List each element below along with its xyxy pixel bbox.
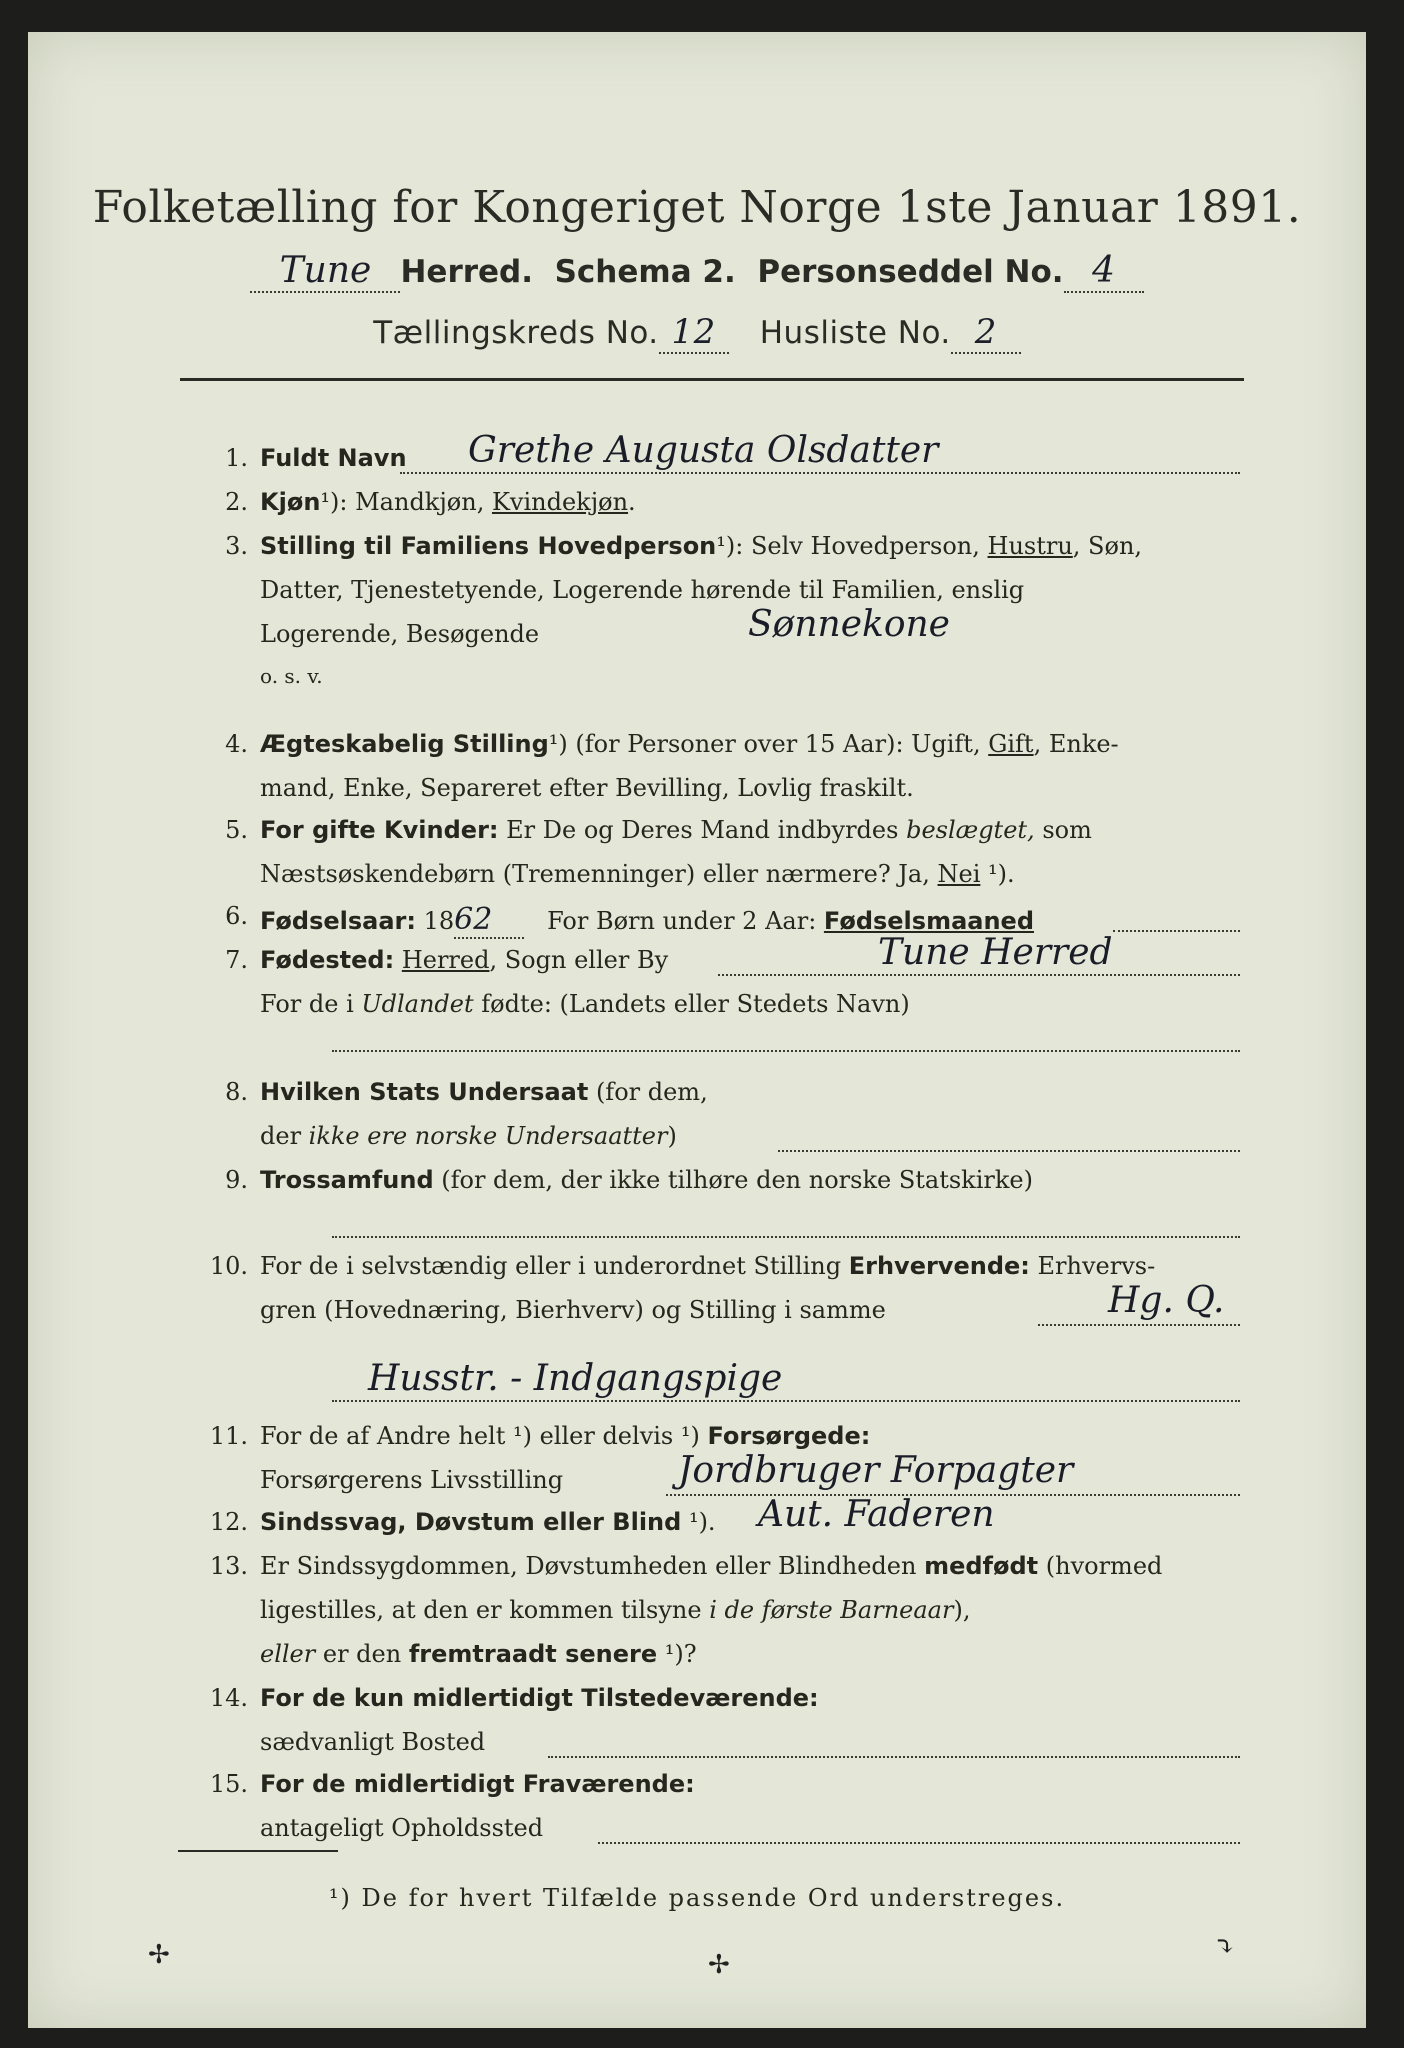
- question-number: 12.: [209, 1508, 248, 1536]
- question-number: 5.: [225, 816, 248, 844]
- question-number: 13.: [209, 1552, 248, 1580]
- question-number: 14.: [209, 1684, 248, 1712]
- question-label: Kjøn: [260, 488, 321, 516]
- corner-mark-icon: ✢: [708, 1950, 730, 1980]
- answer-disability-note: Aut. Faderen: [758, 1494, 995, 1535]
- answer-line: [778, 1150, 1240, 1152]
- selected-option-hustru: Hustru: [987, 532, 1073, 560]
- herred-label: Herred.: [400, 254, 534, 290]
- selected-option-nei: Nei: [937, 860, 981, 888]
- question-label: Stilling til Familiens Hovedperson: [260, 532, 717, 560]
- corner-mark-icon: ⤵: [1214, 1932, 1236, 1962]
- answer-birth-year: 62: [454, 902, 524, 939]
- personseddel-handwritten: 4: [1064, 250, 1144, 293]
- question-number: 9.: [225, 1166, 248, 1194]
- question-label: Fødselsaar:: [260, 907, 416, 935]
- taellingskreds-label: Tællingskreds No.: [373, 315, 659, 351]
- answer-full-name: Grethe Augusta Olsdatter: [468, 430, 939, 471]
- question-number: 2.: [225, 488, 248, 516]
- corner-mark-icon: ✢: [148, 1940, 170, 1970]
- form-subheader-herred: [28, 250, 1366, 293]
- form-title: Folketælling for Kongeriget Norge 1ste Januar 1891.: [92, 182, 1302, 233]
- footnote-rule: [178, 1850, 338, 1852]
- question-number: 1.: [225, 444, 248, 472]
- answer-margin-note: Hg. Q.: [1108, 1280, 1225, 1321]
- answer-line: [718, 974, 1240, 976]
- question-label: Forsørgede:: [707, 1422, 871, 1450]
- header-rule: [180, 378, 1244, 381]
- answer-line: [548, 1756, 1240, 1758]
- question-number: 7.: [225, 946, 248, 974]
- selected-option-kvindekjon: Kvindekjøn: [491, 488, 629, 516]
- taellingskreds-handwritten: 12: [659, 312, 729, 354]
- census-form-sheet: Folketælling for Kongeriget Norge 1ste Januar 1891. Tune Herred. Schema 2. Personseddel No. 4 Tællingskreds No. 12 Husliste No. 2 1. Fuldt Navn Grethe Augusta Olsdatter 2. Kjøn¹): Mandkjøn, Kvindekjøn. 3. Stilling til Familiens Hovedperson¹): Selv Hovedperson, Hustru, Søn, Datter, Tjenestetyende, Logerende hørende til Familien, enslig Logerende, Besøgende o. s. v. Sønnekone 4. Ægteskabelig Stilling¹) (for Personer over 15 Aar): Ugift, Gift, Enke- mand, Enke, Separeret efter Bevilling, Lovlig fraskilt. 5. For gifte Kvinder: Er De og Deres Mand indbyrdes beslægtet, som Næstsøskendebørn (Tremenninger) eller nærmere? Ja, Nei ¹). 6. Fødselsaar: 1862 For Børn under 2 Aar: Fødselsmaaned 7. Fødested: Herred, Sogn eller By Tune Herred For de i Udlandet fødte: (Landets eller Stedets Navn) 8. Hvilken Stats Undersaat (for dem, der ikke ere norske Undersaatter) 9. Trossamfund (for dem, der ikke tilhøre den norske Statskirke) 10. For de i selvstændig eller i underordnet Stilling Erhvervende: Erhvervs- gren (Hovednæring, Bierhverv) og Stilling i samme Hg. Q. Husstr. - Indgangspige 11. For de af Andre helt ¹) eller delvis ¹) Forsørgede: Forsørgerens Livsstilling Jordbruger Forpagter 12. Sindssvag, Døvstum eller Blind ¹). Aut. Faderen 13. Er Sindssygdommen, Døvstumheden eller Blindheden medfødt (hvormed ligestilles, at den er kommen tilsyne i de første Barneaar), eller er den fremtraadt senere ¹)? 14. For de kun midlertidigt Tilstedeværende: sædvanligt Bosted 15. For de midlertidigt Fraværende: antageligt Opholdssted ¹) De for hvert Tilfælde passende Ord understreges. ✢ ✢ ⤵: [28, 32, 1366, 2028]
- question-label: medfødt: [924, 1552, 1039, 1580]
- answer-birthplace: Tune Herred: [878, 932, 1113, 973]
- answer-line: [1038, 1324, 1240, 1326]
- answer-occupation: Husstr. - Indgangspige: [368, 1358, 783, 1399]
- question-label: Erhvervende:: [848, 1252, 1030, 1280]
- question-label: For de midlertidigt Fraværende:: [260, 1770, 695, 1798]
- question-number: 10.: [209, 1252, 248, 1280]
- answer-line: [400, 472, 1240, 474]
- herred-handwritten: Tune: [250, 250, 400, 293]
- husliste-handwritten: 2: [951, 312, 1021, 354]
- question-label: Hvilken Stats Undersaat: [260, 1078, 589, 1106]
- question-number: 11.: [209, 1422, 248, 1450]
- answer-line: [332, 1050, 1240, 1052]
- question-label: Fuldt Navn: [260, 444, 407, 472]
- question-label: Ægteskabelig Stilling: [260, 730, 549, 758]
- answer-family-position: Sønnekone: [748, 604, 950, 645]
- question-label: Fødested:: [260, 946, 395, 974]
- question-label: Trossamfund: [260, 1166, 434, 1194]
- question-label: For gifte Kvinder:: [260, 816, 499, 844]
- answer-line: [332, 1236, 1240, 1238]
- question-number: 8.: [225, 1078, 248, 1106]
- form-subheader-kreds: [28, 312, 1366, 354]
- question-number: 6.: [225, 902, 248, 930]
- answer-line: [332, 1400, 1240, 1402]
- personseddel-label: Personseddel No.: [757, 254, 1064, 290]
- question-label: Sindssvag, Døvstum eller Blind: [260, 1508, 682, 1536]
- selected-option-herred: Herred: [401, 946, 490, 974]
- question-label: For de kun midlertidigt Tilstedeværende:: [260, 1684, 819, 1712]
- answer-line: [1113, 930, 1240, 932]
- question-number: 3.: [225, 532, 248, 560]
- question-number: 4.: [225, 730, 248, 758]
- answer-provider-occupation: Jordbruger Forpagter: [678, 1450, 1074, 1491]
- schema-label: Schema 2.: [554, 254, 736, 290]
- footnote: ¹) De for hvert Tilfælde passende Ord understreges.: [328, 1884, 1066, 1912]
- selected-option-gift: Gift: [988, 730, 1034, 758]
- husliste-label: Husliste No.: [759, 315, 951, 351]
- question-number: 15.: [209, 1770, 248, 1798]
- answer-line: [598, 1842, 1240, 1844]
